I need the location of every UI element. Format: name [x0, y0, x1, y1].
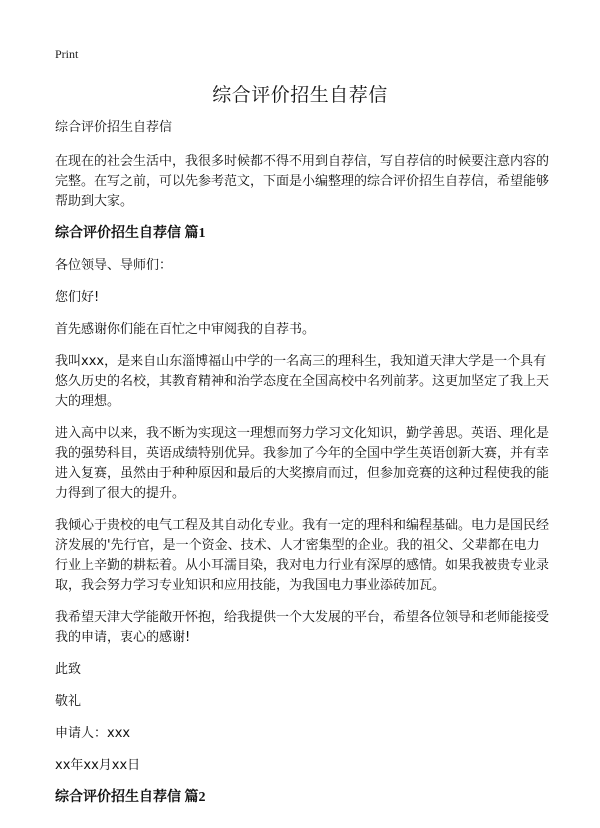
- paragraph-2: 我叫xxx，是来自山东淄博福山中学的一名高三的理科生，我知道天津大学是一个具有悠久历史的名校，其教育精神和治学态度在全国高校中名列前茅。这更加坚定了我上天大的理想。: [55, 354, 550, 409]
- closing-line-2: 敬礼: [55, 694, 82, 709]
- intro-paragraph: 在现在的社会生活中，我很多时候都不得不用到自荐信，写自荐信的时候要注意内容的完整。在写之前，可以先参考范文，下面是小编整理的综合评价招生自荐信，希望能够帮助到大家。: [55, 154, 550, 209]
- salutation: 各位领导、导师们：: [55, 258, 173, 273]
- section-heading-1: 综合评价招生自荐信 篇1: [55, 226, 206, 241]
- paragraph-1: 首先感谢你们能在百忙之中审阅我的自荐书。: [55, 322, 316, 337]
- applicant-line: 申请人：xxx: [55, 726, 131, 741]
- section-heading-2: 综合评价招生自荐信 篇2: [55, 790, 206, 805]
- page-title: 综合评价招生自荐信: [212, 84, 388, 106]
- greeting: 您们好!: [55, 290, 100, 305]
- document-body: [55, 118, 549, 820]
- date-line: xx年xx月xx日: [55, 758, 141, 773]
- paragraph-3: 进入高中以来，我不断为实现这一理想而努力学习文化知识，勤学善思。英语、理化是我的强势科目，英语成绩特别优异。我参加了今年的全国中学生英语创新大赛，并有幸进入复赛，虽然由于种种原因和最后的大奖擦肩而过，但参加竞赛的这种过程使我的能力得到了很大的提升。: [55, 426, 550, 501]
- paragraph-4: 我倾心于贵校的电气工程及其自动化专业。我有一定的理科和编程基础。电力是国民经济发展的'先行官，是一个资金、技术、人才密集型的企业。我的祖父、父辈都在电力行业上辛勤的耕耘着。从小耳濡目染，我对电力行业有深厚的感情。如果我被贵专业录取，我会努力学习专业知识和应用技能，为我国电力事业添砖加瓦。: [55, 518, 550, 593]
- print-link[interactable]: Print: [55, 47, 79, 61]
- closing-line-1: 此致: [55, 662, 82, 677]
- paragraph-5: 我希望天津大学能敞开怀抱，给我提供一个大发展的平台，希望各位领导和老师能接受我的申请，衷心的感谢!: [55, 610, 550, 645]
- document-subtitle: 综合评价招生自荐信: [55, 120, 173, 135]
